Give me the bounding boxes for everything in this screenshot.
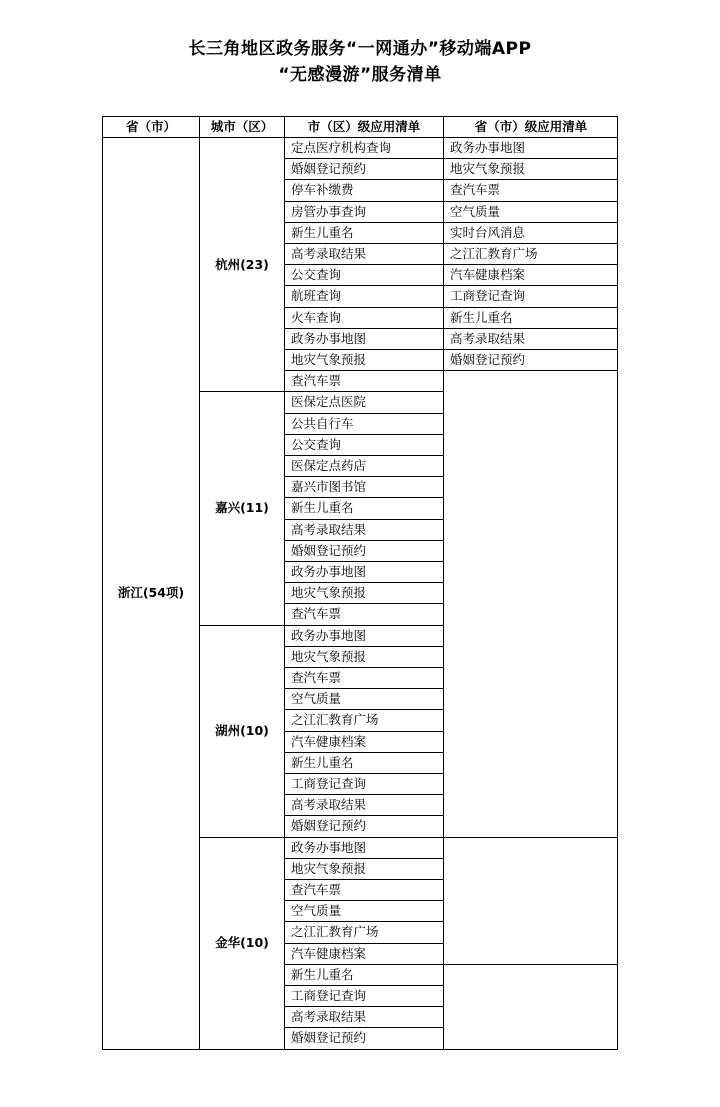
province-app-item: 婚姻登记预约 (443, 349, 618, 370)
city-app-item: 之江汇教育广场 (284, 921, 443, 942)
province-apps-empty (443, 370, 618, 836)
province-app-item: 汽车健康档案 (443, 264, 618, 285)
city-app-item: 新生儿重名 (284, 497, 443, 518)
city-app-item: 婚姻登记预约 (284, 158, 443, 179)
city-app-item: 查汽车票 (284, 603, 443, 624)
city-app-item: 汽车健康档案 (284, 731, 443, 752)
province-apps-empty (443, 837, 618, 964)
city-app-item: 医保定点药店 (284, 455, 443, 476)
city-app-item: 婚姻登记预约 (284, 540, 443, 561)
city-cell: 湖州(10) (199, 625, 284, 837)
city-cell: 杭州(23) (199, 137, 284, 391)
city-app-item: 工商登记查询 (284, 773, 443, 794)
city-app-item: 婚姻登记预约 (284, 1027, 443, 1048)
city-app-item: 航班查询 (284, 285, 443, 306)
city-app-item: 公交查询 (284, 264, 443, 285)
province-app-item: 之江汇教育广场 (443, 243, 618, 264)
city-cell: 嘉兴(11) (199, 391, 284, 624)
province-apps-empty (443, 964, 618, 1049)
city-app-item: 高考录取结果 (284, 794, 443, 815)
city-app-item: 定点医疗机构查询 (284, 137, 443, 158)
province-app-item: 政务办事地图 (443, 137, 618, 158)
province-app-item: 工商登记查询 (443, 285, 618, 306)
province-app-item: 空气质量 (443, 201, 618, 222)
city-app-item: 查汽车票 (284, 879, 443, 900)
city-app-item: 查汽车票 (284, 370, 443, 391)
city-app-item: 地灾气象预报 (284, 858, 443, 879)
city-app-item: 地灾气象预报 (284, 582, 443, 603)
city-app-item: 婚姻登记预约 (284, 815, 443, 836)
city-app-item: 停车补缴费 (284, 179, 443, 200)
document-title-line1: 长三角地区政务服务“一网通办”移动端APP (188, 39, 532, 59)
header-city-apps: 市（区）级应用清单 (284, 116, 443, 137)
province-app-item: 实时台风消息 (443, 222, 618, 243)
city-app-item: 高考录取结果 (284, 519, 443, 540)
service-list-table (102, 116, 618, 1048)
province-app-item: 查汽车票 (443, 179, 618, 200)
city-app-item: 新生儿重名 (284, 222, 443, 243)
city-app-item: 汽车健康档案 (284, 943, 443, 964)
city-app-item: 政务办事地图 (284, 625, 443, 646)
city-app-item: 嘉兴市图书馆 (284, 476, 443, 497)
header-province: 省（市） (102, 116, 199, 137)
city-app-item: 高考录取结果 (284, 1006, 443, 1027)
city-app-item: 医保定点医院 (284, 391, 443, 412)
city-app-item: 房管办事查询 (284, 201, 443, 222)
header-city: 城市（区） (199, 116, 284, 137)
province-cell: 浙江(54项) (102, 137, 199, 1049)
city-app-item: 公交查询 (284, 434, 443, 455)
city-app-item: 政务办事地图 (284, 837, 443, 858)
city-app-item: 公共自行车 (284, 413, 443, 434)
city-app-item: 火车查询 (284, 307, 443, 328)
city-app-item: 工商登记查询 (284, 985, 443, 1006)
header-province-apps: 省（市）级应用清单 (443, 116, 618, 137)
city-app-item: 空气质量 (284, 900, 443, 921)
city-app-item: 地灾气象预报 (284, 349, 443, 370)
city-cell: 金华(10) (199, 837, 284, 1049)
city-app-item: 新生儿重名 (284, 964, 443, 985)
document-title-line2: “无感漫游”服务清单 (278, 65, 442, 85)
city-app-item: 新生儿重名 (284, 752, 443, 773)
city-app-item: 之江汇教育广场 (284, 709, 443, 730)
city-app-item: 地灾气象预报 (284, 646, 443, 667)
province-app-item: 新生儿重名 (443, 307, 618, 328)
province-app-item: 地灾气象预报 (443, 158, 618, 179)
city-app-item: 空气质量 (284, 688, 443, 709)
city-app-item: 政务办事地图 (284, 328, 443, 349)
city-app-item: 政务办事地图 (284, 561, 443, 582)
city-app-item: 高考录取结果 (284, 243, 443, 264)
city-app-item: 查汽车票 (284, 667, 443, 688)
province-app-item: 高考录取结果 (443, 328, 618, 349)
